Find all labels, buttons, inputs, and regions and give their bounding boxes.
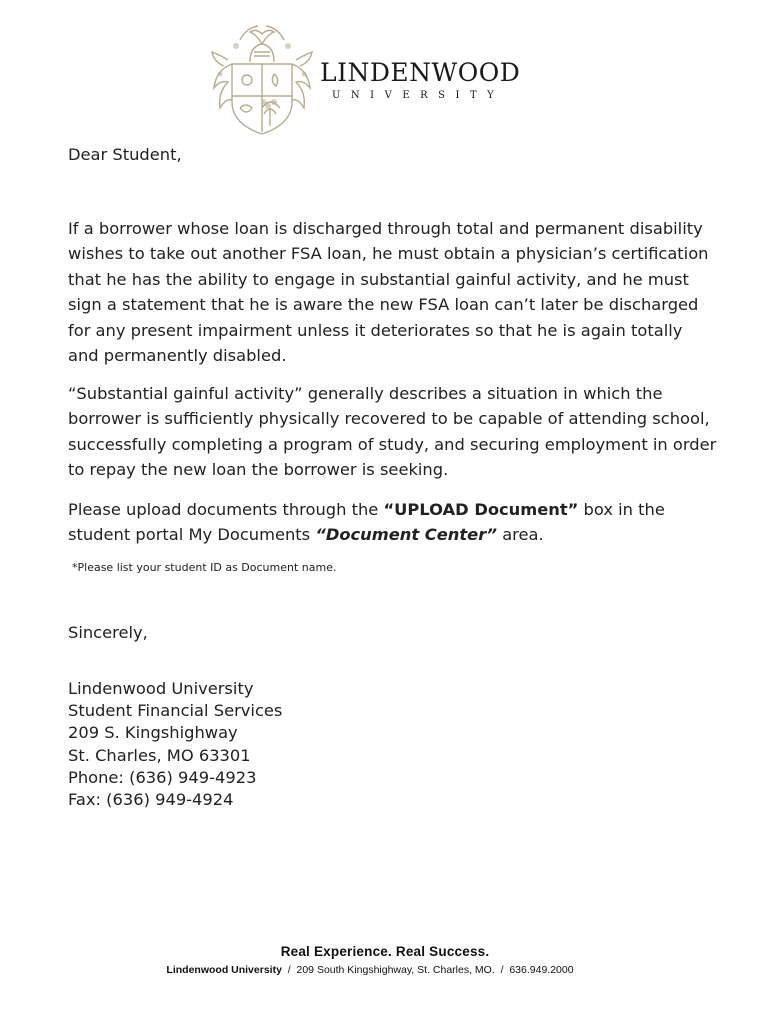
upload-instructions-text: box in the student portal My Documents bbox=[68, 500, 665, 545]
paragraph-disability-discharge: If a borrower whose loan is discharged through total and permanent disability wishes to take out another FSA loan, he must obtain a physician’s certification that he has the ability to engage in substantial gainful activity, and he must sign a statement that he is aware the new FSA loan can’t later be discharged for any present impairment unless it deteriorates so that he is again totally and permanently disabled. bbox=[68, 219, 709, 366]
university-crest-icon bbox=[210, 22, 315, 137]
paragraph-upload-instructions bbox=[68, 497, 718, 548]
signature-department: Student Financial Services bbox=[68, 701, 283, 721]
university-wordmark: LINDENWOOD bbox=[320, 58, 521, 87]
document-center-label: “Document Center” bbox=[315, 525, 498, 545]
upload-document-label: “UPLOAD Document” bbox=[383, 500, 579, 519]
university-subtitle: UNIVERSITY bbox=[332, 90, 505, 101]
letterhead bbox=[210, 22, 530, 137]
footer-address bbox=[0, 964, 740, 976]
signature-fax: Fax: (636) 949-4924 bbox=[68, 790, 234, 810]
footer-tagline: Real Experience. Real Success. bbox=[280, 944, 490, 959]
student-id-note: *Please list your student ID as Document name. bbox=[72, 561, 337, 574]
signature-city: St. Charles, MO 63301 bbox=[68, 745, 251, 765]
paragraph-substantial-gainful-activity: “Substantial gainful activity” generally describes a situation in which the borrower is sufficiently physically recovered to be capable of attending school, successfully completing a program of study, and securing employment in order to repay the new loan the borrower is seeking. bbox=[68, 384, 717, 480]
signature-organization: Lindenwood University bbox=[68, 679, 254, 698]
closing: Sincerely, bbox=[68, 623, 148, 642]
upload-instructions-text: area. bbox=[497, 525, 544, 545]
signature-block bbox=[68, 678, 282, 811]
upload-instructions-text: Please upload documents through the bbox=[68, 500, 384, 519]
signature-street: 209 S. Kingshighway bbox=[68, 723, 238, 743]
greeting: Dear Student, bbox=[68, 145, 182, 164]
signature-phone: Phone: (636) 949-4923 bbox=[68, 767, 257, 787]
footer-contact: / 209 South Kingshighway, St. Charles, MO. / 636.949.2000 bbox=[281, 964, 574, 976]
footer-university-name: Lindenwood University bbox=[166, 964, 282, 976]
